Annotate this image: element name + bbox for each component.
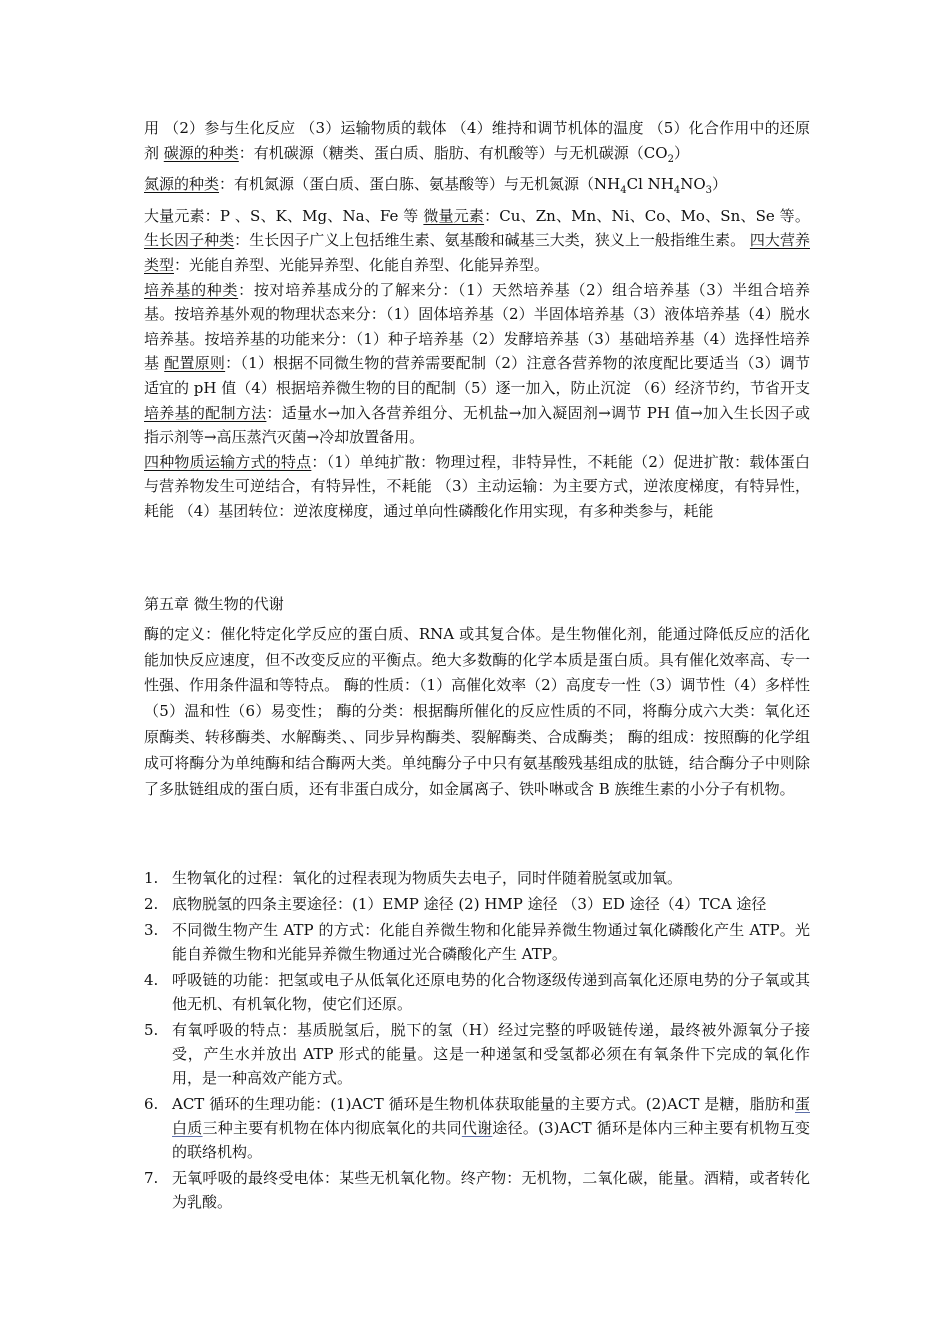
numbered-list <box>144 866 810 1216</box>
paragraph-text: 大量元素：P 、S、K、Mg、Na、Fe 等 <box>144 206 424 225</box>
list-number: 1. <box>144 869 159 887</box>
list-number: 2. <box>144 895 159 913</box>
nutrition-section <box>144 116 810 524</box>
list-number: 6. <box>144 1095 159 1113</box>
heading-principles: 配置原则 <box>164 354 226 373</box>
paragraph-text: ：（1）单纯扩散：物理过程，非特异性，不耗能（2）促进扩散：载体蛋白与营养物发生可逆结合，有特异性，不耗能 （3）主动运输：为主要方式，逆浓度梯度，有特异性，耗能 （4）基团转位：逆浓度梯度，通过单向性磷酸化作用实现，有多种类参与，耗能 <box>144 452 810 520</box>
paragraph-text: ：适量水→加入各营养组分、无机盐→加入凝固剂→调节 PH 值→加入生长因子或指示剂等→高压蒸汽灭菌→冷却放置备用。 <box>144 403 810 447</box>
list-item <box>144 892 810 916</box>
paragraph-text: 酶的定义：催化特定化学反应的蛋白质、RNA 或其复合体。是生物催化剂，能通过降低反应的活化能加快反应速度，但不改变反应的平衡点。绝大多数酶的化学本质是蛋白质。具有催化效率高、专一性强、作用条件温和等特点。 酶的性质：（1）高催化效率（2）高度专一性（3）调节性（4）多样性（5）温和性（6）易变性； 酶的分类：根据酶所催化的反应性质的不同，将酶分成六大类：氧化还原酶类、转移酶类、水解酶类、、同步异构酶类、裂解酶类、合成酶类； 酶的组成：按照酶的化学组成可将酶分为单纯酶和结合酶两大类。单纯酶分子中只有氨基酸残基组成的肽链，结合酶分子中则除了多肽链组成的蛋白质，还有非蛋白成分，如金属离子、铁卟啉或含 B 族维生素的小分子有机物。 <box>144 624 810 798</box>
list-item <box>144 968 810 1016</box>
heading-micro-elements: 微量元素 <box>423 206 485 225</box>
list-text: 底物脱氢的四条主要途径：(1）EMP 途径 (2) HMP 途径 （3）ED 途径（4）TCA 途径 <box>172 895 767 913</box>
paragraph-text: NO <box>680 175 706 194</box>
list-text: 途径。(3)ACT 循环是体内三种主要有机物互变的联络机构。 <box>172 1119 810 1161</box>
subscript: 4 <box>673 185 681 197</box>
list-text: 不同微生物产生 ATP 的方式：化能自养微生物和化能异养微生物通过氧化磷酸化产生 ATP。光能自养微生物和光能异养微生物通过光合磷酸化产生 ATP。 <box>172 921 810 963</box>
paragraph-text: ：有机碳源（糖类、蛋白质、脂肪、有机酸等）与无机碳源（CO <box>238 143 668 162</box>
list-number: 7. <box>144 1169 159 1187</box>
heading-growth-factors: 生长因子种类 <box>144 231 235 250</box>
subscript: 2 <box>667 153 674 165</box>
paragraph-text: ：按对培养基成分的了解来分：（1）天然培养基（2）组合培养基（3）半组合培养基。按培养基外观的物理状态来分：（1）固体培养基（2）半固体培养基（3）液体培养基（4）脱水培养基。按培养基的功能来分：（1）种子培养基（2）发酵培养基（3）基础培养基（4）选择性培养基 <box>144 280 810 373</box>
heading-nutrition-types: 四大营养类型 <box>144 231 810 274</box>
link-metabolism[interactable]: 代谢 <box>461 1119 493 1137</box>
heading-medium-types: 培养基的种类 <box>144 280 239 299</box>
list-number: 5. <box>144 1021 159 1039</box>
paragraph-text: 用 （2）参与生化反应 （3）运输物质的载体 （4）维持和调节机体的温度 （5）化合作用中的还原剂 <box>144 119 810 162</box>
list-item <box>144 1018 810 1090</box>
chapter-title: 第五章 微生物的代谢 <box>144 595 284 613</box>
paragraph-text: ：Cu、Zn、Mn、Ni、Co、Mo、Sn、Se 等。 <box>484 206 810 225</box>
paragraph-text: ） <box>712 175 728 194</box>
paragraph-text: Cl NH <box>626 175 674 194</box>
paragraph-text: ：光能自养型、光能异养型、化能自养型、化能异养型。 <box>174 255 550 274</box>
heading-carbon-source: 碳源的种类 <box>163 143 239 162</box>
list-item <box>144 866 810 890</box>
list-text: ACT 循环的生理功能：(1)ACT 循环是生物机体获取能量的主要方式。(2)ACT 是糖，脂肪和 <box>172 1095 795 1113</box>
list-number: 3. <box>144 921 159 939</box>
link-protein[interactable]: 蛋白质 <box>172 1095 810 1137</box>
heading-nitrogen-source: 氮源的种类 <box>144 175 220 194</box>
paragraph-text: ：生长因子广义上包括维生素、氨基酸和碱基三大类，狭义上一般指维生素。 <box>234 231 750 250</box>
list-item <box>144 1166 810 1214</box>
list-text: 无氧呼吸的最终受电体：某些无机氧化物。终产物：无机物，二氧化碳，能量。酒精，或者转化为乳酸。 <box>172 1169 810 1211</box>
subscript: 3 <box>705 185 713 197</box>
list-text: 生物氧化的过程：氧化的过程表现为物质失去电子，同时伴随着脱氢或加氧。 <box>172 869 683 887</box>
heading-preparation-method: 培养基的配制方法 <box>144 403 267 422</box>
paragraph-text: ：（1）根据不同微生物的营养需要配制（2）注意各营养物的浓度配比要适当（3）调节适宜的 pH 值（4）根据培养微生物的目的配制（5）逐一加入，防止沉淀 （6）经济节约，节省开支 <box>144 354 810 397</box>
list-number: 4. <box>144 971 159 989</box>
heading-transport: 四种物质运输方式的特点 <box>144 452 312 471</box>
paragraph-text: ：有机氮源（蛋白质、蛋白胨、氨基酸等）与无机氮源（NH <box>219 175 621 194</box>
list-text: 呼吸链的功能：把氢或电子从低氧化还原电势的化合物逐级传递到高氧化还原电势的分子氧或其他无机、有机氧化物，使它们还原。 <box>172 971 810 1013</box>
paragraph-text: ） <box>673 143 689 162</box>
chapter-five-section <box>144 592 810 802</box>
list-text: 三种主要有机物在体内彻底氧化的共同 <box>202 1119 462 1137</box>
list-item <box>144 1092 810 1164</box>
list-text: 有氧呼吸的特点：基质脱氢后，脱下的氢（H）经过完整的呼吸链传递，最终被外源氧分子接受，产生水并放出 ATP 形式的能量。这是一种递氢和受氢都必须在有氧条件下完成的氧化作用，是一种高效产能方式。 <box>172 1021 810 1087</box>
subscript: 4 <box>620 185 627 197</box>
list-item <box>144 918 810 966</box>
